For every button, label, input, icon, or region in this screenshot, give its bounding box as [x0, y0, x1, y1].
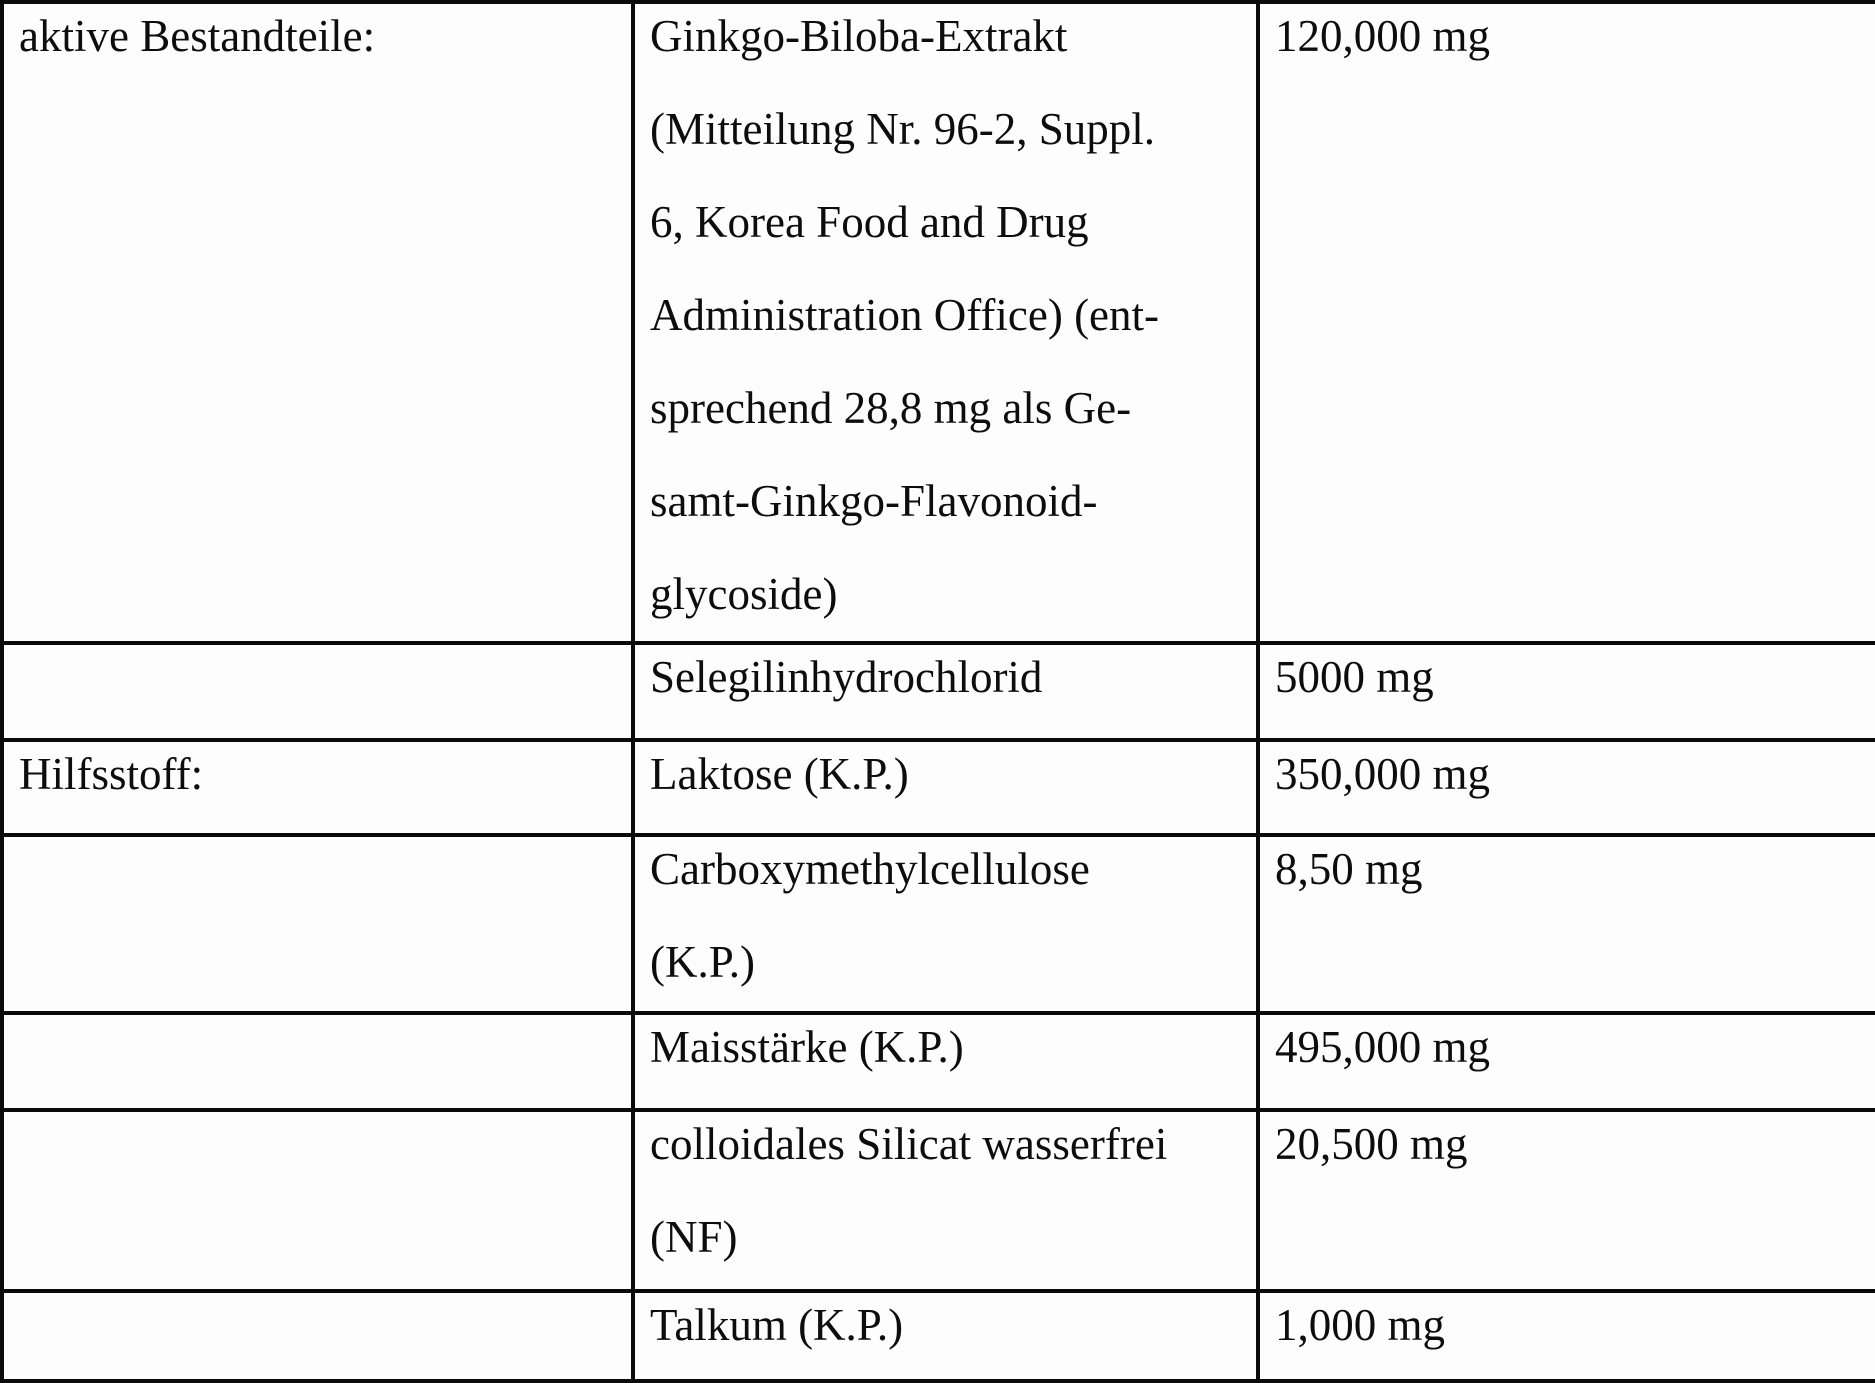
amount-text: 120,000 mg — [1275, 11, 1491, 61]
table-row — [2, 1291, 1875, 1381]
amount-cell — [1258, 1291, 1875, 1381]
substance-text: Selegilinhydrochlorid — [650, 652, 1043, 702]
amount-text: 495,000 mg — [1275, 1022, 1491, 1072]
row-label: aktive Bestandteile: — [19, 11, 376, 61]
amount-text: 20,500 mg — [1275, 1119, 1468, 1169]
row-label-cell — [2, 740, 633, 835]
amount-cell — [1258, 740, 1875, 835]
row-label: Hilfsstoff: — [19, 749, 204, 799]
table-row — [2, 643, 1875, 740]
substance-text: Maisstärke (K.P.) — [650, 1022, 964, 1072]
row-label-cell — [2, 1291, 633, 1381]
row-label-cell — [2, 2, 633, 643]
substance-cell — [633, 1291, 1258, 1381]
amount-cell — [1258, 835, 1875, 1013]
amount-cell — [1258, 643, 1875, 740]
row-label-cell — [2, 835, 633, 1013]
row-label-cell — [2, 1013, 633, 1110]
substance-cell — [633, 1013, 1258, 1110]
amount-cell — [1258, 2, 1875, 643]
substance-text: Carboxymethylcellulose (K.P.) — [650, 844, 1090, 987]
table-row — [2, 835, 1875, 1013]
substance-cell — [633, 740, 1258, 835]
substance-cell — [633, 1110, 1258, 1291]
table-row — [2, 2, 1875, 643]
row-label-cell — [2, 1110, 633, 1291]
amount-cell — [1258, 1110, 1875, 1291]
substance-cell — [633, 643, 1258, 740]
table-row — [2, 1110, 1875, 1291]
substance-text: Ginkgo-Biloba-Extrakt (Mitteilung Nr. 96-2, Suppl. 6, Korea Food and Drug Administration Office) (ent- sprechend 28,8 mg als Ge- samt-Ginkgo-Flavonoid- glycoside) — [650, 11, 1160, 619]
amount-text: 8,50 mg — [1275, 844, 1423, 894]
amount-cell — [1258, 1013, 1875, 1110]
substance-text: Laktose (K.P.) — [650, 749, 909, 799]
substance-cell — [633, 2, 1258, 643]
table-row — [2, 1013, 1875, 1110]
table-row — [2, 740, 1875, 835]
substance-cell — [633, 835, 1258, 1013]
amount-text: 350,000 mg — [1275, 749, 1491, 799]
amount-text: 5000 mg — [1275, 652, 1434, 702]
substance-text: colloidales Silicat wasserfrei (NF) — [650, 1119, 1168, 1262]
amount-text: 1,000 mg — [1275, 1300, 1446, 1350]
row-label-cell — [2, 643, 633, 740]
substance-text: Talkum (K.P.) — [650, 1300, 904, 1350]
